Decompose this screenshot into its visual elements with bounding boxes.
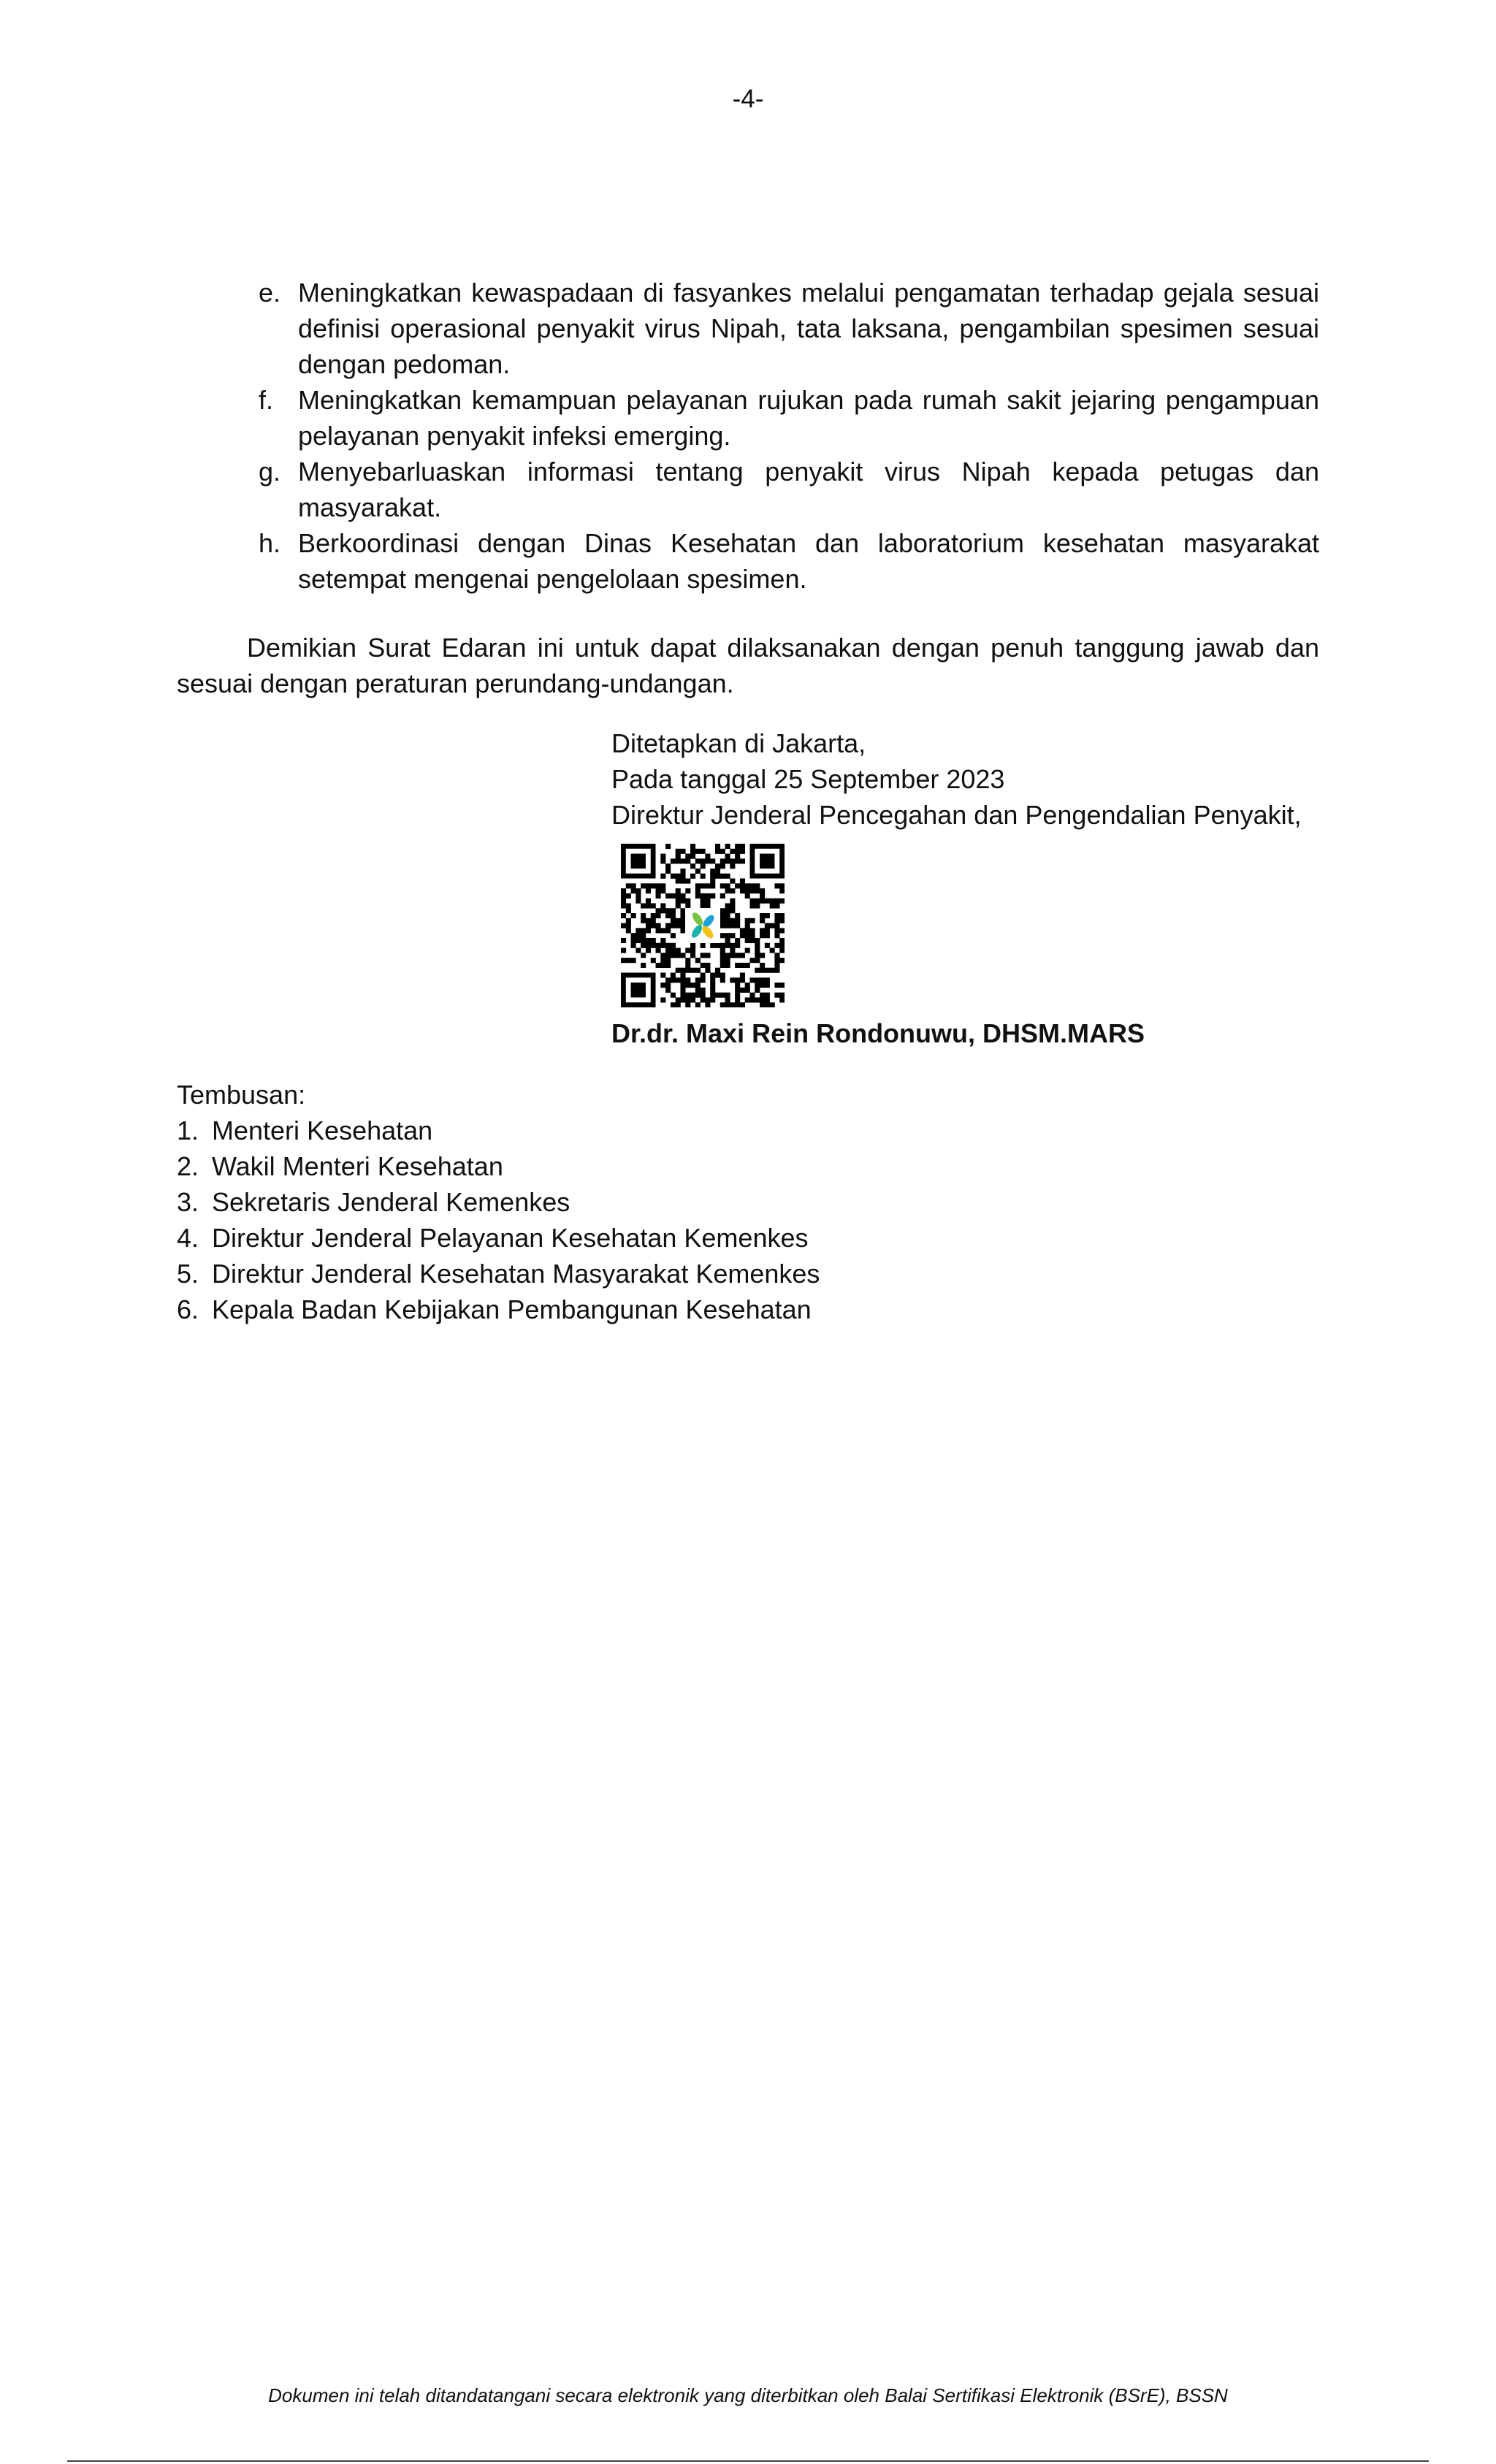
list-number: 3. (177, 1187, 199, 1217)
list-marker: h. (259, 528, 281, 558)
list-number: 4. (177, 1223, 199, 1253)
list-item (177, 1113, 1053, 1148)
list-item-text: Berkoordinasi dengan Dinas Kesehatan dan laboratorium kesehatan masyarakat setempat mengenai pengelolaan spesimen. (298, 528, 1319, 594)
list-marker: e. (259, 278, 281, 308)
list-item-text: Menteri Kesehatan (212, 1115, 433, 1145)
list-item-text: Sekretaris Jenderal Kemenkes (212, 1187, 570, 1217)
list-number: 6. (177, 1294, 199, 1324)
list-item (259, 525, 1319, 597)
signature-date: Pada tanggal 25 September 2023 (611, 764, 1005, 794)
list-item (259, 382, 1319, 454)
tembusan-section (177, 1077, 1053, 1327)
instruction-list (259, 275, 1319, 597)
list-item (177, 1256, 1053, 1292)
signer-name: Dr.dr. Maxi Rein Rondonuwu, DHSM.MARS (611, 1018, 1145, 1048)
signature-block (611, 725, 1342, 833)
list-item (177, 1220, 1053, 1256)
list-item (177, 1184, 1053, 1220)
list-item (259, 454, 1319, 525)
list-item-text: Meningkatkan kewaspadaan di fasyankes melalui pengamatan terhadap gejala sesuai definisi operasional penyakit virus Nipah, tata laksana, pengambilan spesimen sesuai dengan pedoman. (298, 278, 1319, 379)
footer-note: Dokumen ini telah ditandatangani secara elektronik yang diterbitkan oleh Balai Sertifikasi Elektronik (BSrE), BSSN (268, 2384, 1228, 2406)
list-item (259, 275, 1319, 382)
qr-finder-pattern (749, 844, 785, 879)
list-number: 1. (177, 1115, 199, 1145)
list-item-text: Kepala Badan Kebijakan Pembangunan Kesehatan (212, 1294, 812, 1324)
list-item-text: Direktur Jenderal Kesehatan Masyarakat Kemenkes (212, 1259, 820, 1289)
list-item-text: Menyebarluaskan informasi tentang penyakit virus Nipah kepada petugas dan masyarakat. (298, 457, 1319, 522)
list-item (177, 1292, 1053, 1327)
signature-place: Ditetapkan di Jakarta, (611, 728, 866, 758)
list-item (177, 1148, 1053, 1184)
qr-code (621, 844, 785, 1007)
list-item-text: Wakil Menteri Kesehatan (212, 1151, 503, 1181)
list-item-text: Direktur Jenderal Pelayanan Kesehatan Kemenkes (212, 1223, 809, 1253)
page-number: -4- (732, 85, 764, 113)
list-marker: f. (259, 385, 274, 415)
list-marker: g. (259, 457, 281, 487)
qr-finder-pattern (621, 972, 656, 1007)
kemenkes-logo-icon (685, 908, 720, 943)
signature-position: Direktur Jenderal Pencegahan dan Pengendalian Penyakit, (611, 800, 1302, 830)
list-number: 5. (177, 1259, 199, 1289)
qr-finder-pattern (621, 844, 656, 879)
list-item-text: Meningkatkan kemampuan pelayanan rujukan pada rumah sakit jejaring pengampuan pelayanan penyakit infeksi emerging. (298, 385, 1319, 451)
closing-paragraph: Demikian Surat Edaran ini untuk dapat dilaksanakan dengan penuh tanggung jawab dan sesuai dengan peraturan perundang-undangan. (177, 633, 1319, 698)
footer-divider (67, 2460, 1429, 2462)
list-number: 2. (177, 1151, 199, 1181)
qr-code-graphic (621, 844, 785, 1007)
tembusan-title: Tembusan: (177, 1080, 306, 1110)
